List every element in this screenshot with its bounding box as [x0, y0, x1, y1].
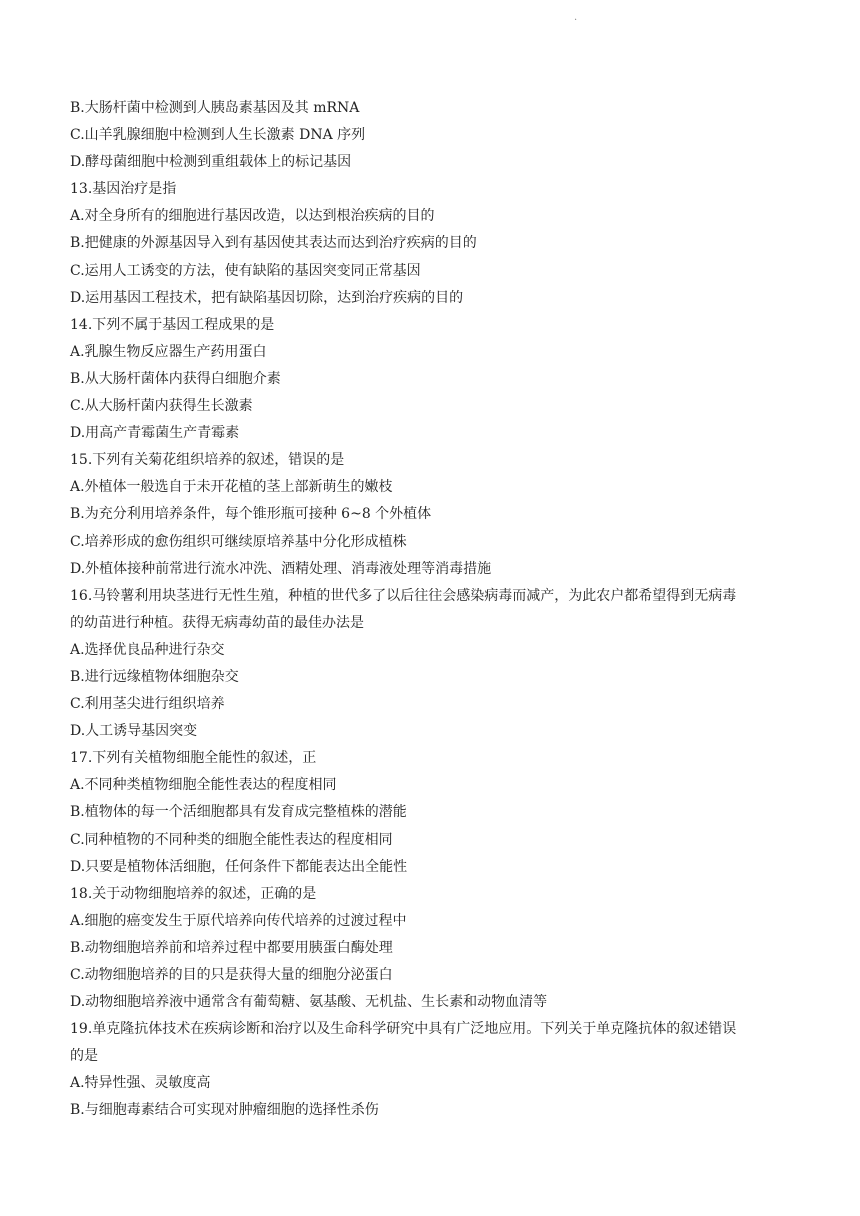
option-12b: B.大肠杆菌中检测到人胰岛素基因及其 mRNA	[70, 100, 360, 116]
option-18a: A.细胞的癌变发生于原代培养向传代培养的过渡过程中	[70, 912, 407, 929]
option-18c: C.动物细胞培养的目的只是获得大量的细胞分泌蛋白	[70, 967, 393, 983]
option-13a: A.对全身所有的细胞进行基因改造，以达到根治疾病的目的	[70, 208, 435, 225]
option-15b: B.为充分利用培养条件，每个锥形瓶可接种 6~8 个外植体	[70, 506, 432, 523]
question-18: 18.关于动物细胞培养的叙述，正确的是	[70, 885, 317, 902]
question-13: 13.基因治疗是指	[70, 181, 177, 198]
option-13b: B.把健康的外源基因导入到有基因使其表达而达到治疗疾病的目的	[70, 235, 477, 252]
option-18d: D.动物细胞培养液中通常含有葡萄糖、氨基酸、无机盐、生长素和动物血清等	[70, 994, 548, 1011]
option-17b: B.植物体的每一个活细胞都具有发育成完整植株的潜能	[70, 804, 407, 821]
question-19-line-2: 的是	[70, 1048, 98, 1065]
option-12c: C.山羊乳腺细胞中检测到人生长激素 DNA 序列	[70, 127, 366, 144]
option-13d: D.运用基因工程技术，把有缺陷基因切除，达到治疗疾病的目的	[70, 289, 464, 306]
option-14b: B.从大肠杆菌体内获得白细胞介素	[70, 370, 281, 387]
option-14d: D.用高产青霉菌生产青霉素	[70, 425, 240, 442]
option-18b: B.动物细胞培养前和培养过程中都要用胰蛋白酶处理	[70, 939, 393, 956]
option-17d: D.只要是植物体活细胞，任何条件下都能表达出全能性	[70, 858, 408, 875]
document-body	[70, 95, 790, 1125]
option-15d: D.外植体接种前常进行流水冲洗、酒精处理、消毒液处理等消毒措施	[70, 560, 492, 577]
question-16-line-2: 的幼苗进行种植。获得无病毒幼苗的最佳办法是	[70, 614, 364, 631]
option-13c: C.运用人工诱变的方法，使有缺陷的基因突变同正常基因	[70, 262, 421, 279]
option-14c: C.从大肠杆菌内获得生长激素	[70, 398, 253, 415]
option-19a: A.特异性强、灵敏度高	[70, 1075, 211, 1092]
option-14a: A.乳腺生物反应器生产药用蛋白	[70, 343, 267, 360]
option-16b: B.进行远缘植物体细胞杂交	[70, 668, 239, 685]
option-16a: A.选择优良品种进行杂交	[70, 641, 225, 658]
option-17c: C.同种植物的不同种类的细胞全能性表达的程度相同	[70, 831, 393, 848]
question-15: 15.下列有关菊花组织培养的叙述，错误的是	[70, 452, 345, 469]
option-16c: C.利用茎尖进行组织培养	[70, 696, 225, 713]
option-15c: C.培养形成的愈伤组织可继续原培养基中分化形成植株	[70, 533, 407, 550]
question-17: 17.下列有关植物细胞全能性的叙述，正	[70, 750, 317, 767]
question-19-line-1: 19.单克隆抗体技术在疾病诊断和治疗以及生命科学研究中具有广泛地应用。下列关于单克隆抗体的叙述错误	[70, 1021, 737, 1038]
option-12d: D.酵母菌细胞中检测到重组载体上的标记基因	[70, 154, 352, 171]
option-16d: D.人工诱导基因突变	[70, 723, 198, 740]
option-19b: B.与细胞毒素结合可实现对肿瘤细胞的选择性杀伤	[70, 1102, 379, 1119]
option-17a: A.不同种类植物细胞全能性表达的程度相同	[70, 777, 337, 794]
question-14: 14.下列不属于基因工程成果的是	[70, 316, 275, 333]
header-mark: .	[574, 12, 578, 23]
option-15a: A.外植体一般选自于未开花植的茎上部新萌生的嫩枝	[70, 479, 393, 496]
question-16-line-1: 16.马铃薯利用块茎进行无性生殖，种植的世代多了以后往往会感染病毒而减产，为此农户都希望得到无病毒	[70, 587, 737, 604]
